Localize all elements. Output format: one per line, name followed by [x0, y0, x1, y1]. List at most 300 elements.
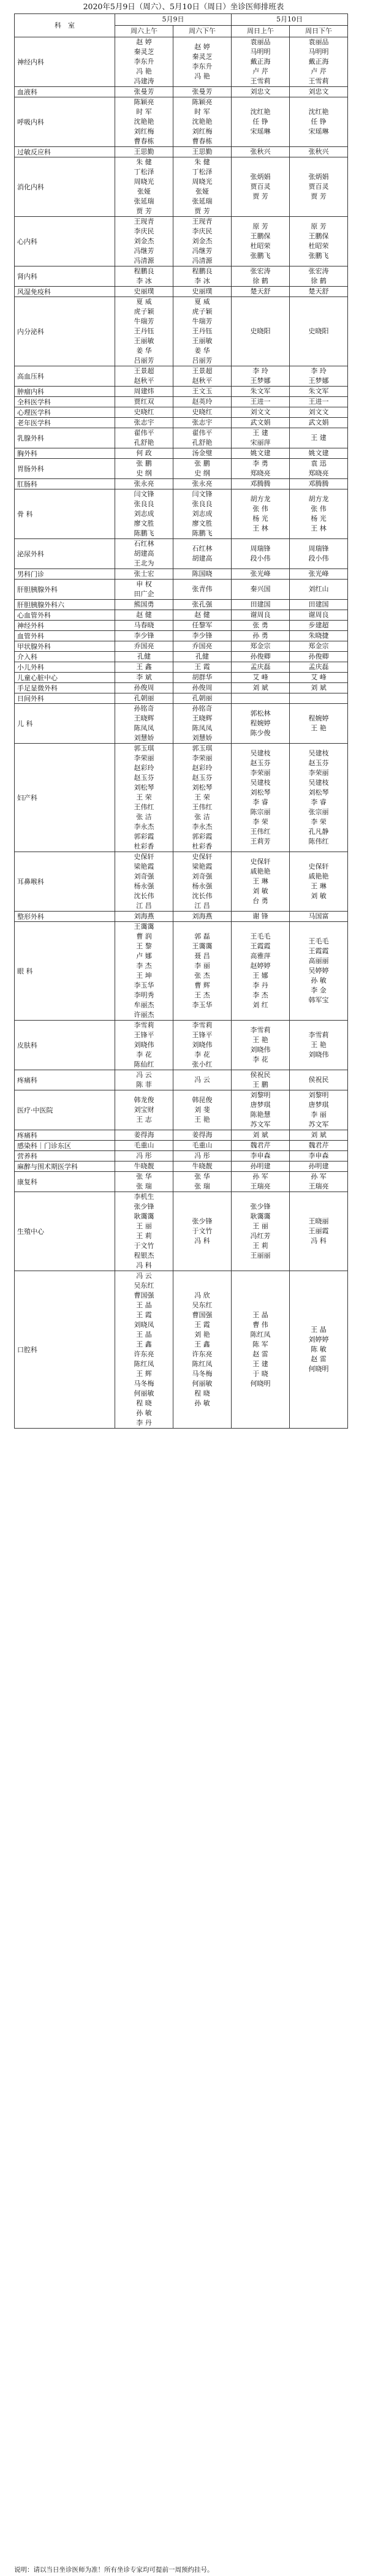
doctor-name: 王毛毛 — [250, 932, 271, 940]
doctor-name: 秦兴国 — [250, 585, 271, 593]
table-row — [15, 217, 348, 266]
table-row — [15, 569, 348, 580]
dept-name: 手足显微外科 — [15, 683, 115, 693]
doctor-cell-sat-pm — [173, 704, 232, 744]
doctor-name: 陈 军 — [252, 1340, 268, 1348]
doctor-name: 刘慧娇 — [192, 734, 213, 742]
doctor-cell-sun-pm — [290, 418, 348, 428]
doctor-cell-sun-pm — [290, 479, 348, 489]
doctor-name: 魏君芹 — [308, 1141, 329, 1149]
dept-name: 血液科 — [15, 87, 115, 97]
doctor-name: 程鹏良 — [134, 267, 154, 275]
dept-name: 神经外科 — [15, 621, 115, 631]
doctor-name: 王 林 — [311, 524, 327, 532]
doctor-name: 徐 鹤 — [311, 277, 327, 285]
doctor-name: 张 勇 — [252, 621, 268, 629]
doctor-name: 李荣丽 — [192, 754, 213, 762]
doctor-name: 王 晶 — [252, 1311, 268, 1319]
doctor-cell-sun-am — [232, 489, 290, 539]
doctor-name: 李 勇 — [252, 459, 268, 467]
doctor-name: 孙明建 — [250, 1162, 271, 1170]
doctor-name: 闫文锋 — [134, 490, 154, 498]
table-row — [15, 459, 348, 479]
doctor-name: 王雪莉 — [250, 77, 271, 85]
doctor-name: 赵 雷 — [311, 1355, 327, 1363]
table-row — [15, 479, 348, 489]
doctor-name: 冯 科 — [194, 1237, 210, 1245]
doctor-name: 孔健 — [195, 652, 209, 660]
doctor-name: 陈艳慧 — [250, 1111, 271, 1119]
table-row — [15, 97, 348, 147]
doctor-name: 张良良 — [192, 500, 213, 508]
doctor-cell-sun-am — [232, 297, 290, 366]
doctor-cell-sun-pm — [290, 580, 348, 600]
doctor-name: 谢周良 — [250, 611, 271, 619]
dept-name: 男科门诊 — [15, 569, 115, 580]
dept-name: 高血压科 — [15, 366, 115, 387]
doctor-cell-sat-am — [115, 621, 173, 631]
doctor-name: 刘 斐 — [194, 1106, 210, 1114]
doctor-cell-sun-am — [232, 87, 290, 97]
doctor-cell-sat-am — [115, 1021, 173, 1070]
doctor-cell-sun-pm — [290, 1192, 348, 1271]
doctor-name: 胡群华 — [192, 673, 213, 681]
doctor-name: 何 政 — [136, 449, 152, 457]
doctor-name: 吴建枝 — [250, 779, 271, 787]
doctor-name: 王晓丽 — [308, 1217, 329, 1225]
doctor-name: 孙俊周 — [134, 684, 154, 692]
table-row — [15, 673, 348, 683]
doctor-cell-sun-am — [232, 157, 290, 217]
dept-name: 小儿外科 — [15, 662, 115, 673]
doctor-cell-sun-pm — [290, 1130, 348, 1141]
doctor-name: 原 芳 — [252, 222, 268, 230]
table-row — [15, 87, 348, 97]
doctor-name: 刘忠文 — [308, 88, 329, 96]
doctor-name: 朱文军 — [308, 387, 329, 395]
doctor-cell-sun-am — [232, 922, 290, 1021]
doctor-cell-sat-pm — [173, 489, 232, 539]
doctor-cell-sun-pm — [290, 428, 348, 448]
doctor-cell-sun-pm — [290, 87, 348, 97]
doctor-name: 冯 云 — [194, 1076, 210, 1084]
doctor-name: 杜昭荣 — [308, 242, 329, 250]
table-row — [15, 1192, 348, 1271]
doctor-cell-sat-am — [115, 1070, 173, 1090]
doctor-name: 李 杰 — [136, 962, 152, 970]
doctor-name: 杨 光 — [311, 515, 327, 523]
doctor-name: 曹 润 — [136, 932, 152, 940]
doctor-name: 刘晓伟 — [192, 1041, 213, 1049]
doctor-name: 聂 昌 — [194, 952, 210, 960]
doctor-name: 姜 华 — [136, 347, 152, 355]
doctor-name: 赵 婷 — [194, 43, 210, 51]
doctor-cell-sun-am — [232, 448, 290, 459]
doctor-name: 申 权 — [136, 580, 152, 588]
doctor-name: 杜彩香 — [192, 842, 213, 850]
doctor-name: 孟庆磊 — [250, 663, 271, 671]
dept-name: 内分泌科 — [15, 297, 115, 366]
doctor-name: 贾 芳 — [194, 207, 210, 215]
doctor-name: 史保轩 — [192, 853, 213, 861]
doctor-name: 卢 芹 — [252, 67, 268, 75]
doctor-name: 刘海燕 — [192, 912, 213, 920]
doctor-cell-sat-am — [115, 1141, 173, 1151]
doctor-cell-sun-am — [232, 652, 290, 662]
doctor-name: 张 洁 — [136, 813, 152, 821]
doctor-cell-sat-pm — [173, 287, 232, 297]
doctor-name: 熊国勇 — [134, 600, 154, 608]
doctor-name: 袁丽品 — [308, 38, 329, 46]
doctor-name: 丁松泽 — [134, 168, 154, 176]
doctor-cell-sun-am — [232, 147, 290, 157]
doctor-name: 沈红艳 — [308, 108, 329, 116]
doctor-cell-sat-pm — [173, 683, 232, 693]
doctor-cell-sat-am — [115, 569, 173, 580]
doctor-name: 宋瑶琳 — [308, 127, 329, 135]
doctor-name: 孔舒艳 — [134, 439, 154, 447]
doctor-cell-sun-pm — [290, 366, 348, 387]
doctor-name: 楚天舒 — [308, 287, 329, 295]
doctor-cell-sat-pm — [173, 580, 232, 600]
doctor-name: 李 冰 — [136, 277, 152, 285]
doctor-cell-sun-pm — [290, 459, 348, 479]
doctor-name: 程银杰 — [134, 1252, 154, 1260]
doctor-name: 王鹏保 — [250, 232, 271, 240]
doctor-name: 李 花 — [136, 1051, 152, 1059]
doctor-name: 郑金宗 — [250, 642, 271, 650]
doctor-name: 翟伟平 — [134, 429, 154, 437]
doctor-cell-sat-am — [115, 683, 173, 693]
doctor-name: 王 丽 — [136, 1222, 152, 1230]
doctor-name: 刘晓伟 — [134, 1041, 154, 1049]
dept-name: 皮肤科 — [15, 1021, 115, 1070]
doctor-name: 赵彩玲 — [134, 764, 154, 772]
dept-name: 心内科 — [15, 217, 115, 266]
doctor-cell-sat-am — [115, 1172, 173, 1192]
doctor-cell-sun-pm — [290, 693, 348, 704]
table-row — [15, 448, 348, 459]
table-row — [15, 428, 348, 448]
doctor-name: 陈凤凤 — [192, 724, 213, 732]
doctor-cell-sun-pm — [290, 157, 348, 217]
dept-name: 血管外科 — [15, 631, 115, 641]
doctor-name: 陈鹏飞 — [134, 529, 154, 537]
doctor-cell-sat-am — [115, 922, 173, 1021]
doctor-name: 王 建 — [252, 1360, 268, 1368]
table-row — [15, 1130, 348, 1141]
doctor-name: 冯红芳 — [250, 1232, 271, 1240]
dept-name: 胸外科 — [15, 448, 115, 459]
doctor-name: 张青伟 — [192, 585, 213, 593]
doctor-cell-sun-am — [232, 580, 290, 600]
doctor-cell-sat-pm — [173, 459, 232, 479]
doctor-name: 徐 鹤 — [252, 277, 268, 285]
doctor-cell-sun-pm — [290, 744, 348, 852]
table-row — [15, 683, 348, 693]
doctor-name: 戚艳艳 — [308, 872, 329, 880]
doctor-name: 任 铮 — [311, 118, 327, 126]
doctor-name: 陈 敏 — [311, 1345, 327, 1353]
date-header-day1: 5月9日 — [115, 14, 232, 26]
doctor-cell-sun-am — [232, 387, 290, 397]
doctor-name: 吴东红 — [134, 1282, 154, 1290]
doctor-name: 刘红梅 — [192, 127, 213, 135]
dept-name: 日间外科 — [15, 693, 115, 704]
doctor-cell-sat-am — [115, 580, 173, 600]
doctor-cell-sun-pm — [290, 912, 348, 922]
doctor-name: 郭彩霞 — [192, 833, 213, 840]
doctor-cell-sun-am — [232, 1141, 290, 1151]
doctor-name: 赵秋平 — [192, 377, 213, 385]
doctor-name: 王伟红 — [250, 828, 271, 836]
doctor-name: 张小红 — [192, 1060, 213, 1068]
doctor-name: 张宏涛 — [308, 267, 329, 275]
doctor-name: 吕丽芳 — [192, 357, 213, 364]
doctor-name: 陈颖亮 — [192, 98, 213, 106]
doctor-cell-sat-am — [115, 641, 173, 652]
doctor-cell-sat-pm — [173, 693, 232, 704]
doctor-cell-sat-pm — [173, 1130, 232, 1141]
doctor-name: 吴建枝 — [308, 779, 329, 787]
doctor-name: 王 辉 — [136, 1370, 152, 1378]
doctor-cell-sun-pm — [290, 37, 348, 87]
doctor-name: 孔朝丽 — [192, 694, 213, 702]
table-row — [15, 287, 348, 297]
doctor-name: 王思勤 — [192, 148, 213, 156]
doctor-name: 虎子颖 — [134, 308, 154, 315]
doctor-name: 李 花 — [252, 1056, 268, 1063]
doctor-name: 田广企 — [134, 590, 154, 598]
doctor-name: 赵婷婷 — [250, 962, 271, 970]
table-row — [15, 912, 348, 922]
doctor-name: 张 伟 — [252, 505, 268, 513]
doctor-name: 刘黎明 — [308, 1091, 329, 1099]
doctor-name: 冯 科 — [311, 1237, 327, 1245]
doctor-name: 谢周良 — [308, 611, 329, 619]
doctor-name: 王现青 — [192, 217, 213, 225]
doctor-name: 周晓光 — [192, 178, 213, 186]
doctor-cell-sun-am — [232, 673, 290, 683]
schedule-table — [14, 13, 348, 1429]
table-row — [15, 157, 348, 217]
doctor-name: 王锋平 — [134, 1031, 154, 1039]
doctor-cell-sat-am — [115, 297, 173, 366]
dept-name: 康复科 — [15, 1172, 115, 1192]
doctor-cell-sun-pm — [290, 1271, 348, 1429]
doctor-name: 王 霞 — [194, 1321, 210, 1329]
dept-name: 骨 科 — [15, 489, 115, 539]
doctor-name: 胡建高 — [192, 554, 213, 562]
doctor-cell-sun-am — [232, 600, 290, 610]
doctor-name: 李申森 — [250, 1152, 271, 1160]
doctor-name: 史丽璞 — [134, 287, 154, 295]
doctor-name: 秦灵芝 — [192, 53, 213, 61]
doctor-name: 毛重山 — [192, 1141, 213, 1149]
doctor-name: 赵 婷 — [136, 38, 152, 46]
doctor-cell-sat-pm — [173, 297, 232, 366]
doctor-name: 王梦娜 — [250, 377, 271, 385]
doctor-cell-sun-pm — [290, 539, 348, 569]
doctor-name: 史保轩 — [134, 853, 154, 861]
doctor-name: 王 晶 — [136, 1331, 152, 1339]
doctor-cell-sun-am — [232, 683, 290, 693]
doctor-name: 王 霞 — [136, 1311, 152, 1319]
doctor-cell-sat-am — [115, 397, 173, 407]
doctor-cell-sun-am — [232, 217, 290, 266]
doctor-name: 翟伟平 — [192, 429, 213, 437]
doctor-name: 王莉芳 — [250, 837, 271, 845]
doctor-name: 耿霭霭 — [134, 1212, 154, 1220]
dept-name: 心血管外科 — [15, 610, 115, 621]
doctor-name: 王丽敏 — [192, 337, 213, 345]
doctor-name: 任黎军 — [192, 621, 213, 629]
doctor-name: 袁丽品 — [250, 38, 271, 46]
doctor-cell-sun-am — [232, 1161, 290, 1172]
table-row — [15, 387, 348, 397]
doctor-name: 姜得海 — [134, 1131, 154, 1139]
doctor-name: 李雪莉 — [192, 1021, 213, 1029]
doctor-cell-sat-am — [115, 459, 173, 479]
doctor-cell-sat-am — [115, 287, 173, 297]
doctor-cell-sun-pm — [290, 852, 348, 912]
doctor-name: 朱文军 — [250, 387, 271, 395]
doctor-name: 李雪莉 — [308, 1031, 329, 1039]
doctor-name: 陈颖亮 — [134, 98, 154, 106]
doctor-name: 孙 敏 — [194, 1399, 210, 1407]
doctor-name: 姚文建 — [308, 449, 329, 457]
doctor-name: 刘松琴 — [250, 788, 271, 796]
doctor-name: 孙俊卿 — [250, 652, 271, 660]
dept-name: 疼痛科 — [15, 1070, 115, 1090]
doctor-cell-sun-pm — [290, 97, 348, 147]
doctor-name: 孔健 — [137, 652, 151, 660]
doctor-cell-sun-pm — [290, 448, 348, 459]
table-row — [15, 1161, 348, 1172]
doctor-cell-sun-pm — [290, 1161, 348, 1172]
doctor-cell-sat-pm — [173, 1090, 232, 1130]
doctor-name: 孔朝丽 — [134, 694, 154, 702]
doctor-name: 韩龙俊 — [134, 1096, 154, 1104]
doctor-name: 任 铮 — [252, 118, 268, 126]
doctor-name: 王进一 — [250, 398, 271, 406]
doctor-name: 王 晶 — [311, 1326, 327, 1334]
dept-name: 医疗·中医院 — [15, 1090, 115, 1130]
doctor-cell-sat-pm — [173, 569, 232, 580]
doctor-cell-sun-pm — [290, 600, 348, 610]
doctor-name: 段小伟 — [250, 554, 271, 562]
doctor-name: 李明秀 — [134, 991, 154, 999]
dept-name: 过敏反应科 — [15, 147, 115, 157]
doctor-name: 刘晓伟 — [250, 1046, 271, 1054]
doctor-name: 周建炜 — [134, 387, 154, 395]
doctor-cell-sat-pm — [173, 652, 232, 662]
doctor-name: 刘志成 — [134, 510, 154, 518]
doctor-name: 卢 娜 — [136, 952, 152, 960]
doctor-name: 孙铭奇 — [192, 704, 213, 712]
doctor-name: 许东亮 — [134, 1350, 154, 1358]
doctor-name: 冯 彤 — [136, 1152, 152, 1160]
doctor-cell-sat-am — [115, 366, 173, 387]
doctor-name: 张志宇 — [134, 418, 154, 426]
doctor-name: 陈仙红 — [134, 1060, 154, 1068]
doctor-name: 张宗丽 — [308, 808, 329, 816]
table-row — [15, 662, 348, 673]
doctor-name: 赵英玲 — [192, 398, 213, 406]
doctor-name: 王 晶 — [136, 1301, 152, 1309]
doctor-name: 刘红山 — [308, 585, 329, 593]
doctor-name: 张 华 — [194, 1173, 210, 1180]
doctor-cell-sun-am — [232, 569, 290, 580]
doctor-cell-sun-pm — [290, 1141, 348, 1151]
doctor-name: 陈伟红 — [308, 837, 329, 845]
doctor-name: 李机生 — [134, 1193, 154, 1201]
doctor-cell-sun-pm — [290, 287, 348, 297]
doctor-name: 张曼芳 — [134, 88, 154, 96]
doctor-name: 陈宗丽 — [250, 808, 271, 816]
doctor-name: 史保轩 — [308, 863, 329, 871]
doctor-name: 张 洁 — [194, 813, 210, 821]
doctor-name: 李 金 — [311, 986, 327, 994]
doctor-name: 李庆民 — [134, 227, 154, 235]
doctor-name: 刘 斌 — [311, 684, 327, 692]
doctor-name: 孙 军 — [252, 1173, 268, 1180]
doctor-name: 史保轩 — [250, 858, 271, 866]
doctor-name: 田建国 — [308, 600, 329, 608]
doctor-cell-sat-pm — [173, 744, 232, 852]
doctor-cell-sat-pm — [173, 418, 232, 428]
doctor-name: 赵 雷 — [252, 1350, 268, 1358]
doctor-cell-sun-am — [232, 852, 290, 912]
date-header-day2: 5月10日 — [232, 14, 348, 26]
doctor-name: 时 军 — [194, 108, 210, 116]
doctor-cell-sun-am — [232, 1271, 290, 1429]
doctor-name: 孙俊周 — [192, 684, 213, 692]
doctor-cell-sat-am — [115, 1151, 173, 1161]
doctor-name: 刘忠文 — [250, 88, 271, 96]
doctor-name: 冯清源 — [134, 257, 154, 265]
doctor-name: 郭玉琪 — [192, 744, 213, 752]
doctor-name: 李 丽 — [311, 1111, 327, 1119]
doctor-name: 何丽敏 — [192, 1380, 213, 1388]
doctor-cell-sat-am — [115, 387, 173, 397]
table-row — [15, 539, 348, 569]
doctor-cell-sat-am — [115, 744, 173, 852]
doctor-name: 张娅 — [195, 187, 209, 195]
doctor-cell-sun-am — [232, 37, 290, 87]
dept-name: 肾内科 — [15, 266, 115, 287]
doctor-name: 张光峰 — [250, 570, 271, 578]
doctor-name: 王梦娜 — [308, 377, 329, 385]
doctor-name: 胡方龙 — [250, 495, 271, 503]
doctor-cell-sun-am — [232, 1130, 290, 1141]
doctor-cell-sun-am — [232, 744, 290, 852]
table-row — [15, 693, 348, 704]
doctor-name: 台 勇 — [252, 897, 268, 905]
table-row — [15, 631, 348, 641]
doctor-name: 王 鑫 — [136, 663, 152, 671]
table-row — [15, 266, 348, 287]
doctor-cell-sun-am — [232, 539, 290, 569]
doctor-name: 刘婷婷 — [308, 1335, 329, 1343]
doctor-name: 王 林 — [252, 524, 268, 532]
doctor-name: 乔国亮 — [192, 642, 213, 650]
doctor-name: 刘奇强 — [134, 872, 154, 880]
doctor-name: 刘 斌 — [252, 1131, 268, 1139]
doctor-name: 王 建 — [252, 429, 268, 437]
doctor-cell-sat-am — [115, 662, 173, 673]
doctor-name: 田建国 — [250, 600, 271, 608]
